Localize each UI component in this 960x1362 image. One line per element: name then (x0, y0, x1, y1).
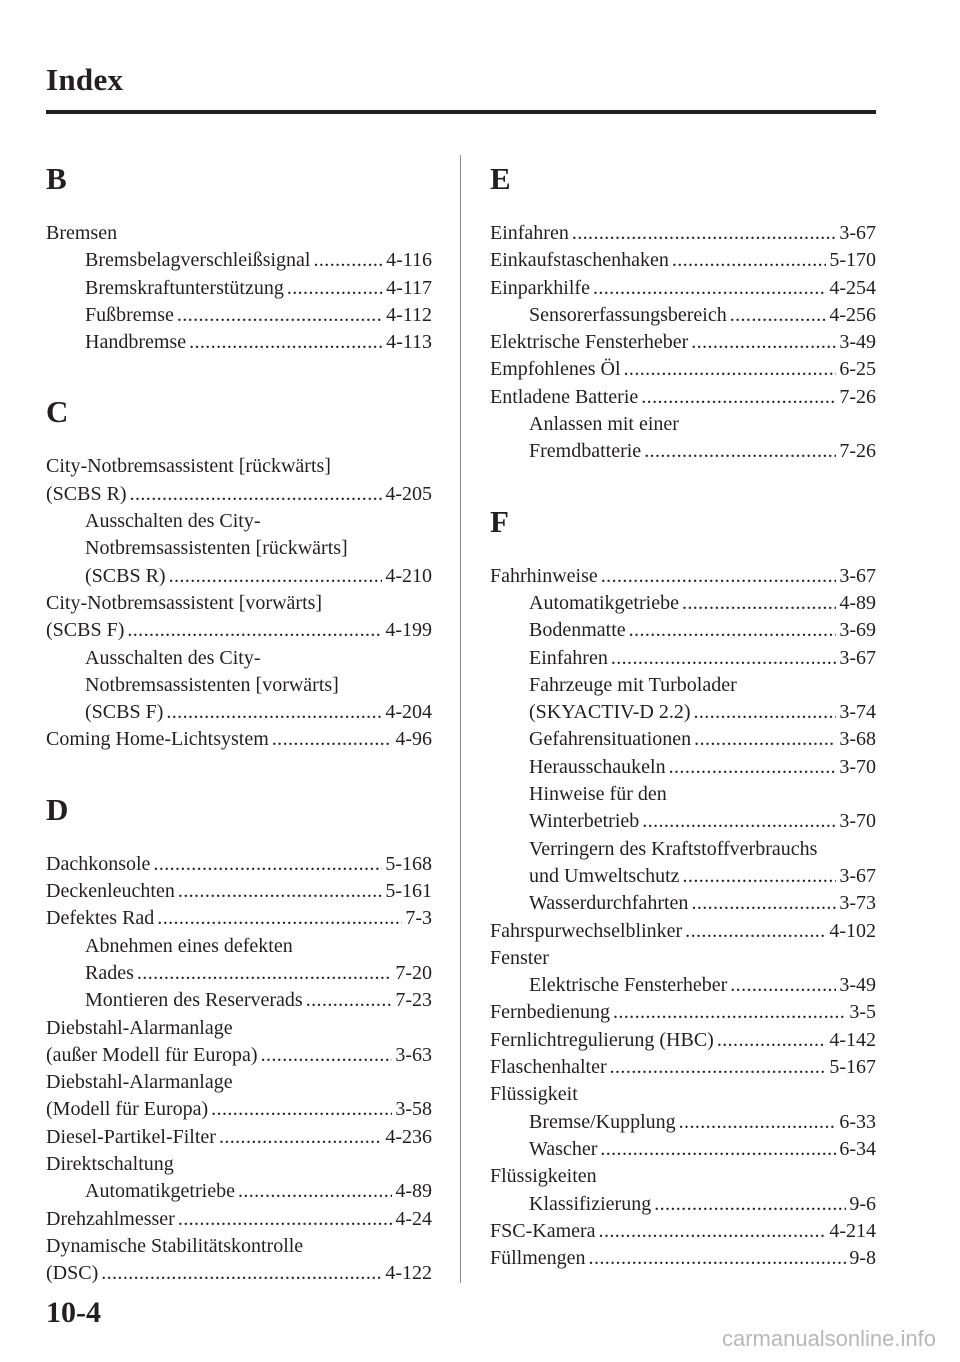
dot-leader (654, 1191, 846, 1218)
index-subentry (46, 563, 432, 590)
dot-leader (178, 878, 383, 905)
index-entry (46, 1260, 432, 1287)
index-entry (46, 851, 432, 878)
dot-leader (613, 999, 846, 1026)
entry-text: Einfahren (529, 646, 608, 669)
column-divider (460, 155, 461, 1283)
entry-text: Wasserdurchfahrten (529, 892, 689, 915)
dot-leader (601, 563, 837, 590)
dot-leader (219, 1124, 382, 1151)
index-entry (490, 1163, 876, 1190)
dot-leader (137, 960, 392, 987)
index-entry (46, 1042, 432, 1069)
index-subentry (490, 672, 876, 699)
entry-page-ref: 3-63 (395, 1043, 432, 1066)
entry-page-ref: 4-142 (829, 1028, 876, 1051)
entry-text: Defektes Rad (46, 907, 155, 930)
index-subentry (490, 1136, 876, 1163)
index-entry (46, 726, 432, 753)
entry-text: Fernbedienung (490, 1001, 610, 1024)
entry-text: Notbremsassistenten [rückwärts] (85, 537, 348, 560)
entry-text: Diesel-Partikel-Filter (46, 1125, 216, 1148)
index-entry (490, 275, 876, 302)
entry-text: Abnehmen eines defekten (85, 934, 293, 957)
dot-leader (683, 863, 837, 890)
section-letter: B (46, 161, 67, 196)
entry-page-ref: 4-116 (386, 249, 432, 272)
index-entry (490, 999, 876, 1026)
entry-text: Fremdbatterie (529, 440, 642, 463)
entry-page-ref: 6-25 (839, 358, 876, 381)
entry-text: Flüssigkeiten (490, 1165, 597, 1188)
dot-leader (691, 890, 836, 917)
entry-text: Bremse/Kupplung (529, 1110, 676, 1133)
dot-leader (127, 617, 382, 644)
index-entry (490, 247, 876, 274)
index-subentry (490, 438, 876, 465)
entry-text: (außer Modell für Europa) (46, 1043, 258, 1066)
entry-text: Ausschalten des City- (85, 510, 261, 533)
index-entry (490, 356, 876, 383)
entry-page-ref: 3-67 (839, 864, 876, 887)
section-spacer (490, 466, 876, 493)
entry-text: Fußbremse (85, 303, 174, 326)
dot-leader (641, 384, 836, 411)
index-column-right (490, 150, 876, 1272)
entry-page-ref: 3-70 (839, 810, 876, 833)
entry-page-ref: 4-112 (386, 303, 432, 326)
entry-page-ref: 3-5 (849, 1001, 876, 1024)
index-entry (46, 1124, 432, 1151)
dot-leader (685, 918, 826, 945)
index-entry (46, 1206, 432, 1233)
entry-page-ref: 4-113 (386, 331, 432, 354)
entry-text: (SCBS R) (85, 564, 166, 587)
entry-page-ref: 5-170 (829, 249, 876, 272)
page-header-title: Index (46, 62, 124, 97)
entry-text: FSC-Kamera (490, 1219, 596, 1242)
index-entry (46, 1233, 432, 1260)
entry-text: Sensorerfassungsbereich (529, 303, 727, 326)
entry-text: Winterbetrieb (529, 810, 640, 833)
dot-leader (169, 563, 383, 590)
dot-leader (314, 247, 384, 274)
index-subentry (490, 863, 876, 890)
dot-leader (287, 275, 383, 302)
entry-text: Dachkonsole (46, 852, 151, 875)
index-subentry (46, 933, 432, 960)
entry-text: (Modell für Europa) (46, 1098, 209, 1121)
entry-text: Deckenleuchten (46, 880, 175, 903)
dot-leader (261, 1042, 393, 1069)
dot-leader (272, 726, 393, 753)
entry-page-ref: 3-68 (839, 728, 876, 751)
entry-text: Direktschaltung (46, 1153, 174, 1176)
entry-page-ref: 3-69 (839, 619, 876, 642)
entry-page-ref: 5-168 (385, 852, 432, 875)
entry-text: Hinweise für den (529, 783, 667, 806)
entry-text: Montieren des Reserverads (85, 989, 303, 1012)
entry-text: Flüssigkeit (490, 1083, 578, 1106)
entry-page-ref: 4-214 (829, 1219, 876, 1242)
entry-text: Einparkhilfe (490, 276, 590, 299)
index-subentry (490, 726, 876, 753)
entry-page-ref: 3-74 (839, 701, 876, 724)
dot-leader (730, 972, 836, 999)
entry-text: Bremsen (46, 222, 118, 244)
index-entry (490, 1218, 876, 1245)
entry-text: und Umweltschutz (529, 864, 680, 887)
index-entry (46, 1069, 432, 1096)
index-subentry (490, 890, 876, 917)
entry-text: Fahrzeuge mit Turbolader (529, 673, 737, 696)
dot-leader (600, 1136, 836, 1163)
dot-leader (306, 987, 393, 1014)
entry-text: Fenster (490, 946, 549, 969)
dot-leader (611, 645, 836, 672)
entry-page-ref: 3-67 (839, 564, 876, 587)
index-subentry (490, 699, 876, 726)
index-subentry (46, 645, 432, 672)
index-subentry (490, 754, 876, 781)
entry-text: Automatikgetriebe (529, 591, 679, 614)
index-subentry (490, 590, 876, 617)
entry-text: (SCBS F) (85, 701, 164, 724)
index-entry (46, 481, 432, 508)
index-entry (490, 563, 876, 590)
entry-text: Fahrhinweise (490, 564, 598, 587)
index-entry (46, 453, 432, 480)
entry-text: Rades (85, 961, 134, 984)
entry-page-ref: 3-67 (839, 646, 876, 669)
entry-page-ref: 7-3 (405, 907, 432, 930)
index-entry (46, 220, 432, 247)
index-entry (490, 220, 876, 247)
dot-leader (153, 851, 382, 878)
section-spacer (46, 356, 432, 383)
entry-text: Ausschalten des City- (85, 646, 261, 669)
index-entry (46, 590, 432, 617)
section-letter: D (46, 791, 69, 827)
dot-leader (166, 699, 382, 726)
index-subentry (46, 329, 432, 356)
entry-page-ref: 4-256 (829, 303, 876, 326)
entry-text: Anlassen mit einer (529, 413, 679, 436)
dot-leader (730, 302, 827, 329)
entry-page-ref: 3-58 (395, 1098, 432, 1121)
index-subentry (46, 987, 432, 1014)
index-entry (490, 918, 876, 945)
index-subentry (46, 1178, 432, 1205)
entry-text: Bremskraftunterstützung (85, 276, 284, 299)
index-subentry (46, 672, 432, 699)
entry-text: Elektrische Fensterheber (490, 331, 689, 354)
entry-text: Fahrspurwechselblinker (490, 919, 683, 942)
index-subentry (46, 699, 432, 726)
entry-page-ref: 7-20 (395, 961, 432, 984)
entry-text: Diebstahl-Alarmanlage (46, 1071, 233, 1094)
entry-text: Bremsbelagverschleißsignal (85, 249, 311, 272)
index-entry (490, 384, 876, 411)
dot-leader (642, 808, 836, 835)
entry-page-ref: 3-49 (839, 331, 876, 354)
index-entry (46, 1096, 432, 1123)
entry-text: (DSC) (46, 1262, 99, 1285)
dot-leader (189, 329, 383, 356)
index-subentry (490, 836, 876, 863)
index-subentry (46, 302, 432, 329)
entry-text: Herausschaukeln (529, 755, 666, 778)
entry-page-ref: 4-199 (385, 619, 432, 642)
entry-text: (SKYACTIV-D 2.2) (529, 701, 691, 724)
entry-page-ref: 6-33 (839, 1110, 876, 1133)
entry-page-ref: 4-89 (395, 1180, 432, 1203)
entry-text: Empfohlenes Öl (490, 358, 621, 381)
entry-page-ref: 4-210 (385, 564, 432, 587)
entry-page-ref: 6-34 (839, 1137, 876, 1160)
dot-leader (589, 1245, 847, 1272)
dot-leader (679, 1109, 837, 1136)
index-subentry (490, 411, 876, 438)
entry-text: Entladene Batterie (490, 385, 639, 408)
dot-leader (672, 247, 827, 274)
entry-page-ref: 5-161 (385, 880, 432, 903)
dot-leader (644, 438, 836, 465)
entry-text: Fernlichtregulierung (HBC) (490, 1028, 714, 1051)
dot-leader (572, 220, 836, 247)
entry-text: (SCBS R) (46, 482, 127, 505)
index-entry (46, 905, 432, 932)
entry-page-ref: 5-167 (829, 1056, 876, 1079)
entry-page-ref: 3-49 (839, 974, 876, 997)
entry-text: Coming Home-Lichtsystem (46, 728, 269, 751)
entry-page-ref: 4-236 (385, 1125, 432, 1148)
entry-text: Diebstahl-Alarmanlage (46, 1016, 233, 1039)
entry-text: Wascher (529, 1137, 598, 1160)
entry-page-ref: 7-26 (839, 440, 876, 463)
dot-leader (682, 590, 836, 617)
dot-leader (610, 1054, 827, 1081)
entry-text: Handbremse (85, 331, 187, 354)
index-subentry (490, 1191, 876, 1218)
dot-leader (211, 1096, 392, 1123)
dot-leader (238, 1178, 392, 1205)
index-subentry (46, 275, 432, 302)
dot-leader (629, 617, 837, 644)
entry-page-ref: 7-23 (395, 989, 432, 1012)
entry-page-ref: 4-89 (839, 591, 876, 614)
dot-leader (694, 726, 836, 753)
dot-leader (593, 275, 826, 302)
entry-text: Dynamische Stabilitätskontrolle (46, 1234, 304, 1257)
index-entry (490, 1245, 876, 1272)
entry-text: Bodenmatte (529, 619, 626, 642)
entry-page-ref: 9-8 (849, 1247, 876, 1270)
dot-leader (599, 1218, 827, 1245)
index-subentry (46, 535, 432, 562)
entry-text: Automatikgetriebe (85, 1180, 235, 1203)
entry-text: Klassifizierung (529, 1192, 652, 1215)
entry-text: Flaschenhalter (490, 1056, 607, 1079)
dot-leader (669, 754, 837, 781)
entry-page-ref: 4-204 (385, 701, 432, 724)
section-letter: C (46, 394, 69, 430)
index-subentry (46, 960, 432, 987)
entry-page-ref: 4-254 (829, 276, 876, 299)
entry-page-ref: 4-117 (386, 276, 432, 299)
index-subentry (46, 508, 432, 535)
index-entry (46, 1151, 432, 1178)
entry-text: Drehzahlmesser (46, 1207, 175, 1230)
entry-page-ref: 3-73 (839, 892, 876, 915)
dot-leader (178, 1206, 393, 1233)
entry-text: Einfahren (490, 222, 569, 244)
index-entry (490, 329, 876, 356)
entry-page-ref: 4-96 (395, 728, 432, 751)
entry-page-ref: 7-26 (839, 385, 876, 408)
index-entry (490, 1054, 876, 1081)
entry-page-ref: 4-24 (395, 1207, 432, 1230)
entry-page-ref: 9-6 (849, 1192, 876, 1215)
dot-leader (717, 1027, 826, 1054)
dot-leader (130, 481, 383, 508)
index-entry (46, 617, 432, 644)
entry-page-ref: 4-122 (385, 1262, 432, 1285)
index-entry (490, 1081, 876, 1108)
entry-page-ref: 3-70 (839, 755, 876, 778)
index-subentry (490, 617, 876, 644)
entry-text: (SCBS F) (46, 619, 125, 642)
entry-page-ref: 4-205 (385, 482, 432, 505)
entry-text: City-Notbremsassistent [vorwärts] (46, 591, 323, 614)
entry-text: Verringern des Kraftstoffverbrauchs (529, 837, 818, 860)
index-subentry (490, 972, 876, 999)
dot-leader (101, 1260, 382, 1287)
section-letter: E (490, 161, 511, 196)
index-subentry (46, 247, 432, 274)
entry-page-ref: 4-102 (829, 919, 876, 942)
index-entry (490, 945, 876, 972)
index-subentry (490, 1109, 876, 1136)
index-entry (46, 878, 432, 905)
entry-page-ref: 3-67 (839, 222, 876, 244)
dot-leader (157, 905, 402, 932)
header-rule (46, 110, 876, 114)
index-subentry (490, 302, 876, 329)
entry-text: Einkaufstaschenhaken (490, 249, 669, 272)
section-spacer (46, 754, 432, 781)
index-column-left (46, 150, 432, 1288)
dot-leader (177, 302, 383, 329)
index-subentry (490, 645, 876, 672)
dot-leader (624, 356, 837, 383)
watermark: carmanualsonline.info (721, 1326, 936, 1351)
dot-leader (691, 329, 836, 356)
entry-text: City-Notbremsassistent [rückwärts] (46, 455, 331, 478)
index-entry (46, 1015, 432, 1042)
entry-text: Elektrische Fensterheber (529, 974, 728, 997)
page-number: 10-4 (46, 1296, 101, 1329)
dot-leader (693, 699, 836, 726)
index-subentry (490, 781, 876, 808)
index-entry (490, 1027, 876, 1054)
entry-text: Gefahrensituationen (529, 728, 692, 751)
index-subentry (490, 808, 876, 835)
section-letter: F (490, 503, 509, 539)
entry-text: Füllmengen (490, 1247, 586, 1270)
entry-text: Notbremsassistenten [vorwärts] (85, 673, 339, 696)
